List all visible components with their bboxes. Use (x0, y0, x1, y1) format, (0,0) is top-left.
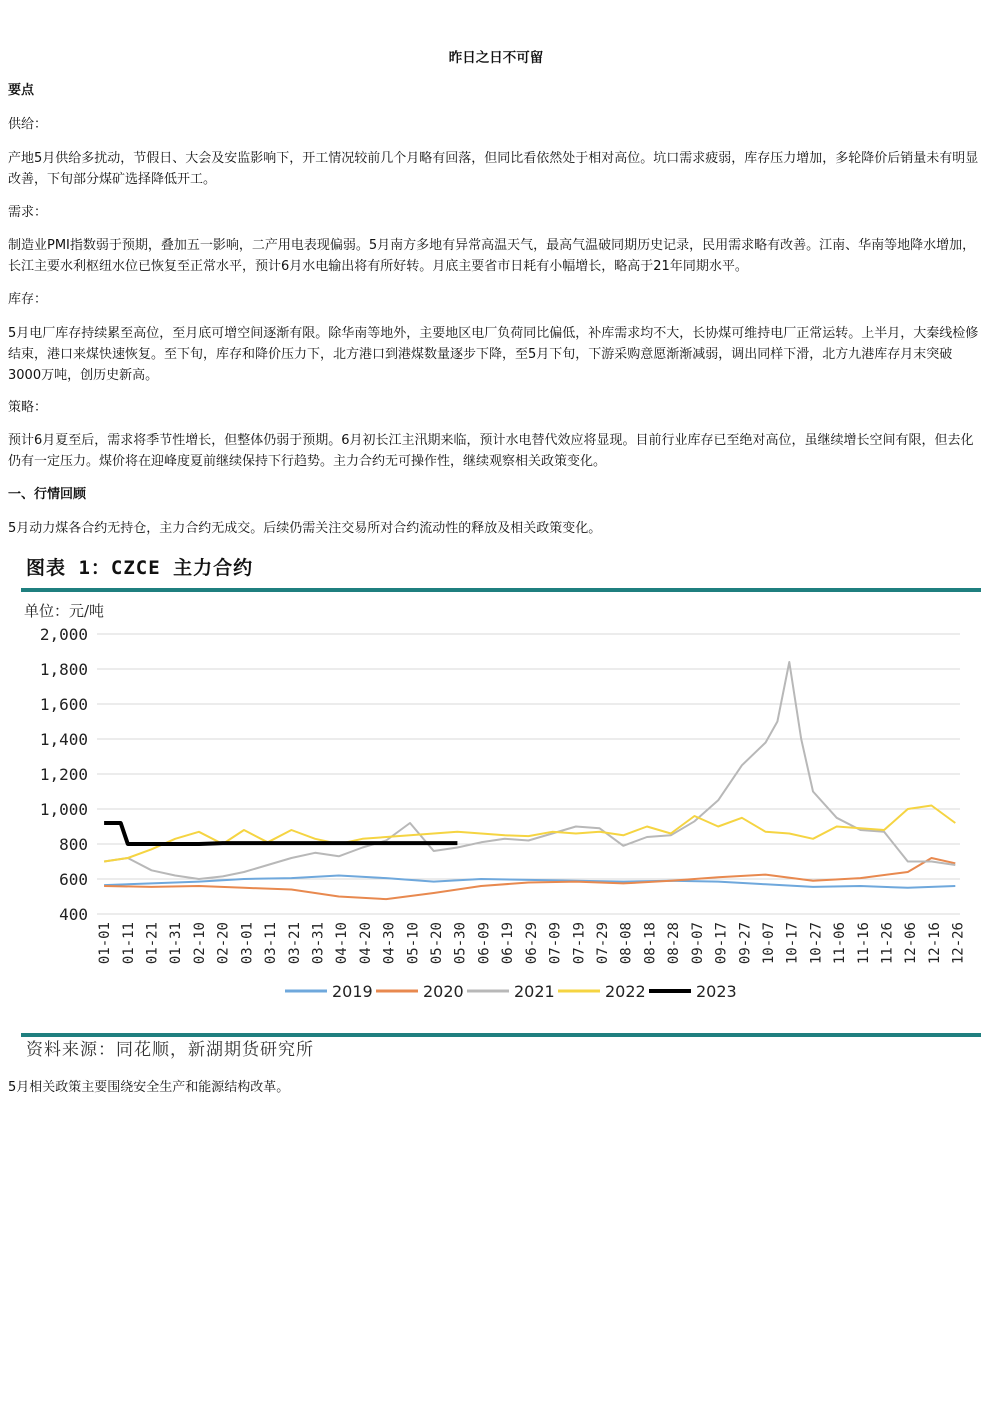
supply-paragraph: 产地5月供给多扰动，节假日、大会及安监影响下，开工情况较前几个月略有回落，但同比看依然处于相对高位。坑口需求疲弱，库存压力增加，多轮降价后销量未有明显改善，下旬部分煤矿选择降低开工。 (8, 151, 979, 187)
x-tick-label: 02-20 (215, 922, 232, 965)
y-tick-label: 1,000 (39, 800, 88, 819)
key-points-heading: 要点 (8, 83, 35, 98)
series-layer (104, 662, 955, 899)
x-tick-label: 01-31 (168, 922, 185, 965)
document-title: 昨日之日不可留 (448, 50, 544, 66)
x-axis (97, 922, 967, 964)
x-tick-label: 11-16 (855, 922, 872, 965)
series-line-2022 (104, 806, 955, 862)
demand-paragraph: 制造业PMI指数弱于预期，叠加五一影响，二产用电表现偏弱。5月南方多地有异常高温天气，最高气温破同期历史记录，民用需求略有改善。江南、华南等地降水增加，长江主要水利枢纽水位已恢复至正常水平，预计6月水电输出将有所好转。月底主要省市日耗有小幅增长，略高于21年同期水平。 (8, 238, 976, 274)
y-tick-label: 1,200 (39, 765, 88, 784)
x-tick-label: 03-21 (286, 922, 303, 965)
y-tick-label: 1,600 (39, 695, 88, 714)
x-tick-label: 12-06 (903, 922, 920, 965)
section-paragraph: 5月动力煤各合约无持仓，主力合约无成交。后续仍需关注交易所对合约流动性的释放及相关政策变化。 (8, 521, 602, 536)
czce-main-contract-chart (0, 596, 992, 1030)
policy-paragraph: 5月相关政策主要围绕安全生产和能源结构改革。 (8, 1080, 290, 1095)
x-tick-label: 02-10 (191, 922, 208, 965)
inventory-paragraph: 5月电厂库存持续累至高位，至月底可增空间逐渐有限。除华南等地外，主要地区电厂负荷同比偏低，补库需求均不大，长协煤可维持电厂正常运转。上半月，大秦线检修结束，港口来煤快速恢复。至下旬，库存和降价压力下，北方港口到港煤数量逐步下降，至5月下旬，下游采购意愿渐渐减弱，调出同样下滑，北方九港库存月末突破3000万吨，创历史新高。 (8, 326, 979, 383)
x-tick-label: 07-09 (547, 922, 564, 965)
demand-heading: 需求： (8, 205, 48, 220)
x-tick-label: 03-01 (239, 922, 256, 965)
x-tick-label: 05-10 (405, 922, 422, 965)
section-heading: 一、行情回顾 (8, 487, 87, 502)
x-tick-label: 09-17 (713, 922, 730, 965)
y-tick-label: 1,400 (39, 730, 88, 749)
x-tick-label: 07-19 (571, 922, 588, 965)
y-tick-label: 1,800 (39, 660, 88, 679)
y-axis (40, 625, 88, 924)
source-note: 资料来源：同花顺，新湖期货研究所 (26, 1040, 314, 1060)
unit-label: 单位：元/吨 (24, 602, 105, 620)
x-tick-label: 04-30 (381, 922, 398, 965)
legend (285, 982, 737, 1001)
x-tick-label: 05-20 (429, 922, 446, 965)
x-tick-label: 04-10 (334, 922, 351, 965)
x-tick-label: 10-07 (760, 922, 777, 965)
y-tick-label: 800 (59, 835, 88, 854)
x-tick-label: 08-08 (618, 922, 635, 965)
x-tick-label: 07-29 (594, 922, 611, 965)
inventory-heading: 库存： (8, 292, 48, 307)
x-tick-label: 05-30 (452, 922, 469, 965)
legend-label-2019: 2019 (332, 982, 373, 1001)
x-tick-label: 12-16 (926, 922, 943, 965)
y-tick-label: 400 (59, 905, 88, 924)
x-tick-label: 06-29 (523, 922, 540, 965)
x-tick-label: 01-01 (97, 922, 114, 965)
legend-label-2020: 2020 (423, 982, 464, 1001)
figure-title: 图表 1：CZCE 主力合约 (26, 557, 254, 579)
x-tick-label: 06-19 (500, 922, 517, 965)
x-tick-label: 04-20 (357, 922, 374, 965)
legend-label-2023: 2023 (696, 982, 737, 1001)
legend-label-2021: 2021 (514, 982, 555, 1001)
legend-label-2022: 2022 (605, 982, 646, 1001)
strategy-paragraph: 预计6月夏至后，需求将季节性增长，但整体仍弱于预期。6月初长江主汛期来临，预计水电替代效应将显现。目前行业库存已至绝对高位，虽继续增长空间有限，但去化仍有一定压力。煤价将在迎峰度夏前继续保持下行趋势。主力合约无可操作性，继续观察相关政策变化。 (8, 433, 974, 469)
strategy-heading: 策略： (8, 400, 48, 415)
x-tick-label: 11-26 (879, 922, 896, 965)
x-tick-label: 12-26 (950, 922, 967, 965)
y-tick-label: 2,000 (39, 625, 88, 644)
x-tick-label: 01-21 (144, 922, 161, 965)
x-tick-label: 11-06 (832, 922, 849, 965)
x-tick-label: 03-11 (263, 922, 280, 965)
x-tick-label: 10-27 (808, 922, 825, 965)
x-tick-label: 09-07 (689, 922, 706, 965)
x-tick-label: 09-27 (737, 922, 754, 965)
series-line-2021 (104, 662, 955, 879)
figure-top-rule (21, 588, 981, 592)
x-tick-label: 06-09 (476, 922, 493, 965)
x-tick-label: 08-28 (666, 922, 683, 965)
y-tick-label: 600 (59, 870, 88, 889)
x-tick-label: 01-11 (120, 922, 137, 965)
x-tick-label: 08-18 (642, 922, 659, 965)
x-tick-label: 10-17 (784, 922, 801, 965)
supply-heading: 供给： (8, 117, 48, 132)
grid-layer (97, 634, 960, 914)
x-tick-label: 03-31 (310, 922, 327, 965)
